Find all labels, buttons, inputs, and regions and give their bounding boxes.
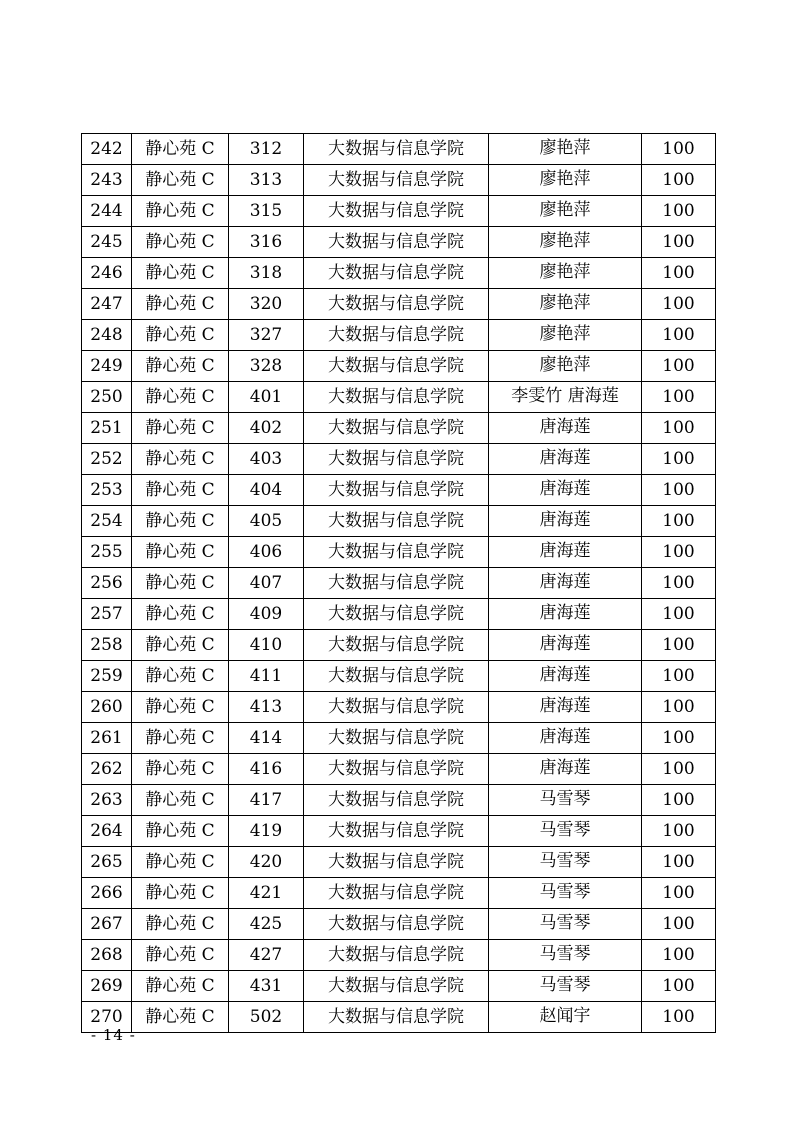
score-cell: 100 [642, 847, 716, 878]
score-cell: 100 [642, 444, 716, 475]
person-name: 唐海莲 [539, 478, 591, 499]
table-row [82, 878, 716, 909]
person-in-charge-cell [489, 909, 642, 940]
college-cell: 大数据与信息学院 [304, 475, 489, 506]
building-cell: 静心苑 C [132, 971, 229, 1002]
row-number-cell: 269 [82, 971, 132, 1002]
row-number-cell: 251 [82, 413, 132, 444]
table-row [82, 630, 716, 661]
college-cell: 大数据与信息学院 [304, 382, 489, 413]
row-number-cell: 242 [82, 134, 132, 165]
college-cell: 大数据与信息学院 [304, 692, 489, 723]
room-number-cell: 413 [229, 692, 304, 723]
person-name: 马雪琴 [539, 850, 591, 871]
person-in-charge-cell [489, 196, 642, 227]
dormitory-score-table [81, 133, 716, 1033]
row-number-cell: 266 [82, 878, 132, 909]
building-cell: 静心苑 C [132, 506, 229, 537]
row-number-cell: 259 [82, 661, 132, 692]
row-number-cell: 258 [82, 630, 132, 661]
building-cell: 静心苑 C [132, 1002, 229, 1033]
score-cell: 100 [642, 134, 716, 165]
building-cell: 静心苑 C [132, 320, 229, 351]
table-row [82, 134, 716, 165]
building-cell: 静心苑 C [132, 568, 229, 599]
building-cell: 静心苑 C [132, 258, 229, 289]
room-number-cell: 316 [229, 227, 304, 258]
page-number: - 14 - [91, 1026, 136, 1044]
college-cell: 大数据与信息学院 [304, 165, 489, 196]
room-number-cell: 411 [229, 661, 304, 692]
building-cell: 静心苑 C [132, 165, 229, 196]
person-name: 唐海莲 [539, 633, 591, 654]
row-number-cell: 252 [82, 444, 132, 475]
score-cell: 100 [642, 227, 716, 258]
room-number-cell: 404 [229, 475, 304, 506]
building-cell: 静心苑 C [132, 723, 229, 754]
row-number-cell: 256 [82, 568, 132, 599]
room-number-cell: 405 [229, 506, 304, 537]
table-row [82, 971, 716, 1002]
room-number-cell: 421 [229, 878, 304, 909]
building-cell: 静心苑 C [132, 599, 229, 630]
person-in-charge-cell [489, 320, 642, 351]
row-number-cell: 267 [82, 909, 132, 940]
college-cell: 大数据与信息学院 [304, 661, 489, 692]
room-number-cell: 403 [229, 444, 304, 475]
building-cell: 静心苑 C [132, 382, 229, 413]
college-cell: 大数据与信息学院 [304, 909, 489, 940]
college-cell: 大数据与信息学院 [304, 537, 489, 568]
score-cell: 100 [642, 661, 716, 692]
table-row [82, 351, 716, 382]
room-number-cell: 417 [229, 785, 304, 816]
room-number-cell: 414 [229, 723, 304, 754]
building-cell: 静心苑 C [132, 134, 229, 165]
room-number-cell: 313 [229, 165, 304, 196]
building-cell: 静心苑 C [132, 847, 229, 878]
row-number-cell: 247 [82, 289, 132, 320]
score-cell: 100 [642, 692, 716, 723]
college-cell: 大数据与信息学院 [304, 196, 489, 227]
person-in-charge-cell [489, 847, 642, 878]
score-cell: 100 [642, 196, 716, 227]
person-name: 马雪琴 [539, 974, 591, 995]
table-row [82, 816, 716, 847]
score-cell: 100 [642, 785, 716, 816]
person-in-charge-cell [489, 258, 642, 289]
person-in-charge-cell [489, 165, 642, 196]
table-row [82, 475, 716, 506]
person-name: 马雪琴 [539, 881, 591, 902]
college-cell: 大数据与信息学院 [304, 847, 489, 878]
person-name: 唐海莲 [539, 726, 591, 747]
person-in-charge-cell [489, 878, 642, 909]
person-in-charge-cell [489, 816, 642, 847]
building-cell: 静心苑 C [132, 878, 229, 909]
score-cell: 100 [642, 258, 716, 289]
room-number-cell: 416 [229, 754, 304, 785]
row-number-cell: 260 [82, 692, 132, 723]
college-cell: 大数据与信息学院 [304, 320, 489, 351]
room-number-cell: 431 [229, 971, 304, 1002]
person-name: 廖艳萍 [539, 323, 591, 344]
table-body [82, 134, 716, 1033]
table-row [82, 909, 716, 940]
college-cell: 大数据与信息学院 [304, 413, 489, 444]
row-number-cell: 257 [82, 599, 132, 630]
score-cell: 100 [642, 971, 716, 1002]
score-cell: 100 [642, 320, 716, 351]
person-name: 唐海莲 [539, 664, 591, 685]
person-in-charge-cell [489, 134, 642, 165]
row-number-cell: 264 [82, 816, 132, 847]
row-number-cell: 244 [82, 196, 132, 227]
college-cell: 大数据与信息学院 [304, 723, 489, 754]
document-table-container [81, 133, 715, 1033]
person-in-charge-cell [489, 785, 642, 816]
college-cell: 大数据与信息学院 [304, 227, 489, 258]
building-cell: 静心苑 C [132, 816, 229, 847]
row-number-cell: 243 [82, 165, 132, 196]
table-row [82, 940, 716, 971]
college-cell: 大数据与信息学院 [304, 351, 489, 382]
row-number-cell: 248 [82, 320, 132, 351]
table-row [82, 506, 716, 537]
person-in-charge-cell [489, 723, 642, 754]
college-cell: 大数据与信息学院 [304, 1002, 489, 1033]
person-in-charge-cell [489, 1002, 642, 1033]
person-in-charge-cell [489, 227, 642, 258]
room-number-cell: 320 [229, 289, 304, 320]
person-in-charge-cell [489, 382, 642, 413]
person-name: 廖艳萍 [539, 230, 591, 251]
room-number-cell: 328 [229, 351, 304, 382]
table-row [82, 382, 716, 413]
building-cell: 静心苑 C [132, 785, 229, 816]
row-number-cell: 261 [82, 723, 132, 754]
person-name: 廖艳萍 [539, 137, 591, 158]
table-row [82, 165, 716, 196]
person-in-charge-cell [489, 413, 642, 444]
table-row [82, 413, 716, 444]
table-row [82, 320, 716, 351]
college-cell: 大数据与信息学院 [304, 506, 489, 537]
college-cell: 大数据与信息学院 [304, 785, 489, 816]
person-name: 李雯竹 唐海莲 [511, 385, 619, 406]
table-row [82, 692, 716, 723]
score-cell: 100 [642, 475, 716, 506]
table-row [82, 537, 716, 568]
person-name: 赵闻宇 [539, 1005, 591, 1026]
college-cell: 大数据与信息学院 [304, 134, 489, 165]
college-cell: 大数据与信息学院 [304, 630, 489, 661]
person-in-charge-cell [489, 630, 642, 661]
college-cell: 大数据与信息学院 [304, 599, 489, 630]
row-number-cell: 250 [82, 382, 132, 413]
row-number-cell: 246 [82, 258, 132, 289]
score-cell: 100 [642, 351, 716, 382]
score-cell: 100 [642, 940, 716, 971]
person-in-charge-cell [489, 475, 642, 506]
person-in-charge-cell [489, 940, 642, 971]
person-in-charge-cell [489, 444, 642, 475]
person-name: 廖艳萍 [539, 168, 591, 189]
score-cell: 100 [642, 878, 716, 909]
table-row [82, 599, 716, 630]
person-in-charge-cell [489, 692, 642, 723]
person-in-charge-cell [489, 971, 642, 1002]
table-row [82, 847, 716, 878]
score-cell: 100 [642, 599, 716, 630]
score-cell: 100 [642, 506, 716, 537]
room-number-cell: 406 [229, 537, 304, 568]
person-name: 唐海莲 [539, 447, 591, 468]
person-in-charge-cell [489, 568, 642, 599]
building-cell: 静心苑 C [132, 940, 229, 971]
room-number-cell: 410 [229, 630, 304, 661]
person-in-charge-cell [489, 599, 642, 630]
row-number-cell: 263 [82, 785, 132, 816]
row-number-cell: 254 [82, 506, 132, 537]
room-number-cell: 315 [229, 196, 304, 227]
building-cell: 静心苑 C [132, 909, 229, 940]
person-name: 唐海莲 [539, 571, 591, 592]
building-cell: 静心苑 C [132, 413, 229, 444]
table-row [82, 568, 716, 599]
person-in-charge-cell [489, 537, 642, 568]
table-row [82, 258, 716, 289]
building-cell: 静心苑 C [132, 289, 229, 320]
row-number-cell: 265 [82, 847, 132, 878]
building-cell: 静心苑 C [132, 754, 229, 785]
table-row [82, 754, 716, 785]
person-in-charge-cell [489, 754, 642, 785]
person-in-charge-cell [489, 351, 642, 382]
room-number-cell: 427 [229, 940, 304, 971]
building-cell: 静心苑 C [132, 475, 229, 506]
person-name: 马雪琴 [539, 912, 591, 933]
college-cell: 大数据与信息学院 [304, 568, 489, 599]
person-name: 马雪琴 [539, 819, 591, 840]
person-name: 唐海莲 [539, 416, 591, 437]
room-number-cell: 502 [229, 1002, 304, 1033]
row-number-cell: 268 [82, 940, 132, 971]
college-cell: 大数据与信息学院 [304, 444, 489, 475]
person-name: 廖艳萍 [539, 199, 591, 220]
room-number-cell: 420 [229, 847, 304, 878]
person-name: 唐海莲 [539, 602, 591, 623]
room-number-cell: 419 [229, 816, 304, 847]
score-cell: 100 [642, 413, 716, 444]
building-cell: 静心苑 C [132, 227, 229, 258]
score-cell: 100 [642, 630, 716, 661]
row-number-cell: 262 [82, 754, 132, 785]
person-name: 唐海莲 [539, 695, 591, 716]
score-cell: 100 [642, 382, 716, 413]
person-name: 唐海莲 [539, 540, 591, 561]
room-number-cell: 312 [229, 134, 304, 165]
room-number-cell: 318 [229, 258, 304, 289]
table-row [82, 289, 716, 320]
building-cell: 静心苑 C [132, 692, 229, 723]
score-cell: 100 [642, 568, 716, 599]
score-cell: 100 [642, 816, 716, 847]
room-number-cell: 401 [229, 382, 304, 413]
table-row [82, 196, 716, 227]
table-row [82, 723, 716, 754]
table-row [82, 227, 716, 258]
score-cell: 100 [642, 537, 716, 568]
score-cell: 100 [642, 165, 716, 196]
table-row [82, 444, 716, 475]
person-name: 廖艳萍 [539, 354, 591, 375]
college-cell: 大数据与信息学院 [304, 971, 489, 1002]
row-number-cell: 253 [82, 475, 132, 506]
row-number-cell: 255 [82, 537, 132, 568]
building-cell: 静心苑 C [132, 444, 229, 475]
table-row [82, 661, 716, 692]
room-number-cell: 327 [229, 320, 304, 351]
building-cell: 静心苑 C [132, 537, 229, 568]
room-number-cell: 409 [229, 599, 304, 630]
table-row [82, 1002, 716, 1033]
person-in-charge-cell [489, 661, 642, 692]
row-number-cell: 245 [82, 227, 132, 258]
college-cell: 大数据与信息学院 [304, 816, 489, 847]
college-cell: 大数据与信息学院 [304, 940, 489, 971]
building-cell: 静心苑 C [132, 661, 229, 692]
person-in-charge-cell [489, 506, 642, 537]
person-name: 廖艳萍 [539, 292, 591, 313]
building-cell: 静心苑 C [132, 351, 229, 382]
person-name: 唐海莲 [539, 757, 591, 778]
room-number-cell: 402 [229, 413, 304, 444]
room-number-cell: 425 [229, 909, 304, 940]
person-name: 唐海莲 [539, 509, 591, 530]
person-name: 马雪琴 [539, 788, 591, 809]
score-cell: 100 [642, 754, 716, 785]
room-number-cell: 407 [229, 568, 304, 599]
college-cell: 大数据与信息学院 [304, 754, 489, 785]
score-cell: 100 [642, 289, 716, 320]
college-cell: 大数据与信息学院 [304, 258, 489, 289]
score-cell: 100 [642, 1002, 716, 1033]
table-row [82, 785, 716, 816]
row-number-cell: 249 [82, 351, 132, 382]
college-cell: 大数据与信息学院 [304, 289, 489, 320]
score-cell: 100 [642, 909, 716, 940]
person-name: 廖艳萍 [539, 261, 591, 282]
row-number-cell: 270 [82, 1002, 132, 1033]
building-cell: 静心苑 C [132, 196, 229, 227]
person-in-charge-cell [489, 289, 642, 320]
score-cell: 100 [642, 723, 716, 754]
college-cell: 大数据与信息学院 [304, 878, 489, 909]
building-cell: 静心苑 C [132, 630, 229, 661]
person-name: 马雪琴 [539, 943, 591, 964]
